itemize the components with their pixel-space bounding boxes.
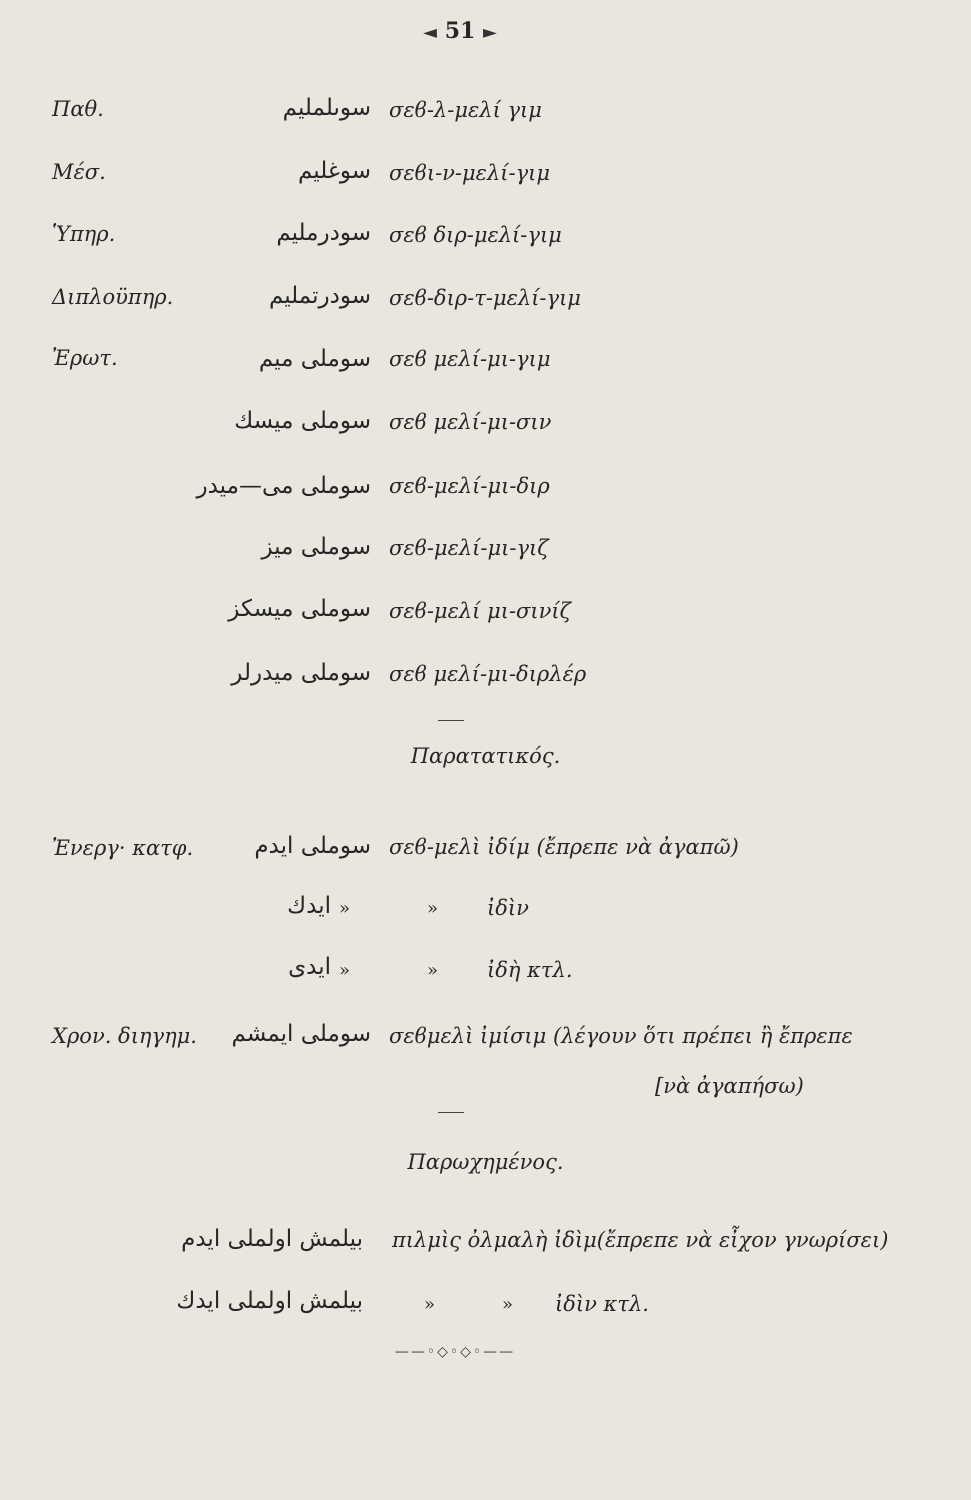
row-label: Παθ.	[52, 97, 104, 121]
row-arabic: ايدى	[288, 954, 331, 980]
section-heading-pluperfect: Παρωχημένος.	[407, 1150, 564, 1174]
row-arabic: سوملى ميسك	[234, 408, 371, 434]
ditto-mark: »	[339, 960, 351, 981]
row-arabic: سوملى ميز	[261, 534, 371, 560]
row-greek: πιλμὶς ὀλμαλὴ ἰδὶμ(ἔπρεπε νὰ εἶχον γνωρίσει)	[392, 1228, 889, 1252]
row-label: Χρον. διηγημ.	[52, 1024, 197, 1048]
row-label: Ἐνεργ· κατφ.	[52, 836, 194, 860]
section-divider	[438, 720, 464, 721]
row-label: Ὑπηρ.	[52, 222, 116, 246]
row-arabic: سوملى ايمشم	[231, 1021, 371, 1047]
row-arabic: سوملى ميدرلر	[231, 660, 371, 686]
row-greek: ἰδὴ κτλ.	[487, 958, 573, 982]
row-arabic: سوملى ميسكز	[228, 596, 371, 622]
ditto-mark: »	[339, 898, 351, 919]
row-greek: σεϐ μελί-μι-γιμ	[389, 347, 551, 371]
row-arabic: سوملى ميم	[258, 346, 371, 372]
ornament-right-icon: ►	[482, 22, 497, 43]
row-arabic: بيلمش اولملى ايدك	[176, 1288, 363, 1314]
ditto-mark: »	[427, 960, 439, 981]
row-arabic: بيلمش اولملى ايدم	[181, 1226, 363, 1252]
row-label: Ἐρωτ.	[52, 346, 118, 370]
row-greek: σεϐ-μελί μι-σινίζ	[389, 599, 571, 623]
ornament-left-icon: ◄	[423, 22, 438, 43]
row-arabic: سودرمليم	[276, 220, 371, 246]
row-greek: σεϐ διρ-μελί-γιμ	[389, 223, 562, 247]
row-greek: σεϐμελὶ ἰμίσιμ (λέγουν ὅτι πρέπει ἢ ἔπρεπε	[389, 1024, 853, 1048]
row-greek: σεϐι-ν-μελί-γιμ	[389, 161, 551, 185]
row-arabic: ايدك	[287, 893, 331, 919]
row-greek-continuation: [νὰ ἀγαπήσω)	[655, 1074, 804, 1098]
section-divider	[438, 1112, 464, 1113]
row-greek: σεϐ-μελί-μι-γιζ	[389, 536, 549, 560]
row-label: Διπλοϋπηρ.	[52, 285, 174, 309]
row-arabic: سوغليم	[297, 158, 371, 184]
row-greek: σεϐ-διρ-τ-μελί-γιμ	[389, 286, 581, 310]
section-heading-imperfect: Παρατατικός.	[410, 744, 561, 768]
row-arabic: سوملى مى—ميدر	[196, 473, 371, 499]
row-label: Μέσ.	[52, 160, 106, 184]
row-arabic: سوملى ايدم	[254, 833, 371, 859]
row-greek: σεϐ-μελί-μι-διρ	[389, 474, 550, 498]
ditto-mark: »	[424, 1294, 436, 1315]
row-arabic: سودرتمليم	[268, 283, 371, 309]
row-greek: σεϐ-λ-μελί γιμ	[389, 98, 542, 122]
ditto-mark: »	[502, 1294, 514, 1315]
page-number-header	[380, 18, 540, 44]
row-greek: ἰδὶν	[487, 896, 529, 920]
page-number: 51	[444, 18, 476, 44]
end-ornament-icon: ——◦◇◦◇◦——	[394, 1344, 516, 1360]
row-arabic: سوىلمليم	[282, 95, 371, 121]
row-greek: ἰδὶν κτλ.	[555, 1292, 649, 1316]
ditto-mark: »	[427, 898, 439, 919]
row-greek: σεϐ μελί-μι-σιν	[389, 410, 552, 434]
row-greek: σεϐ-μελὶ ἰδίμ (ἔπρεπε νὰ ἀγαπῶ)	[389, 835, 739, 859]
row-greek: σεϐ μελί-μι-διρλέρ	[389, 662, 587, 686]
